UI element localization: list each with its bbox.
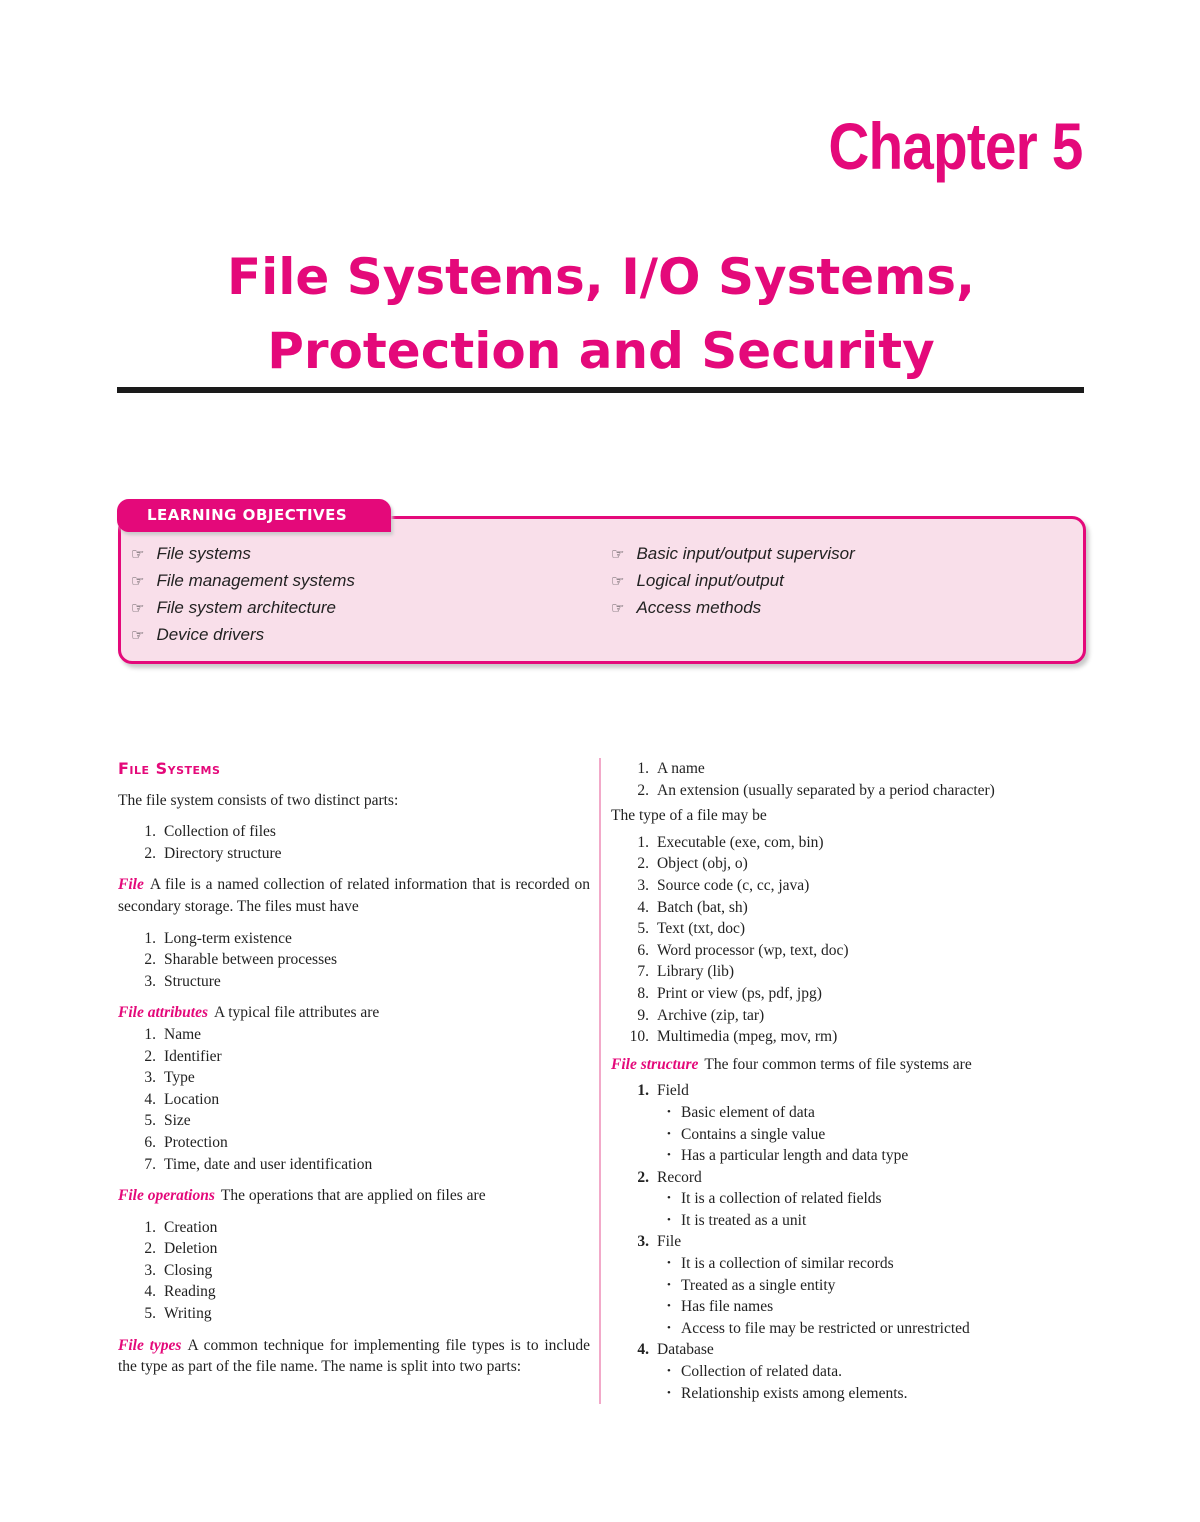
pointing-hand-icon: ☞	[611, 546, 625, 563]
section-heading: File Systems	[118, 759, 221, 778]
objective-item: ☞ File system architecture	[131, 598, 336, 617]
file-structure-list: 1. Field • Basic element of data • Contains a single value • Has a particular length and data type 2. Record • It is a collection of related fields • It is treated as a unit 3. File • It is a collection of similar records • Treated as a single entity • Has file names • Access to file may be restricted or unrestricted 4. Database • Collection of related data. • Relationship exists among elements.	[611, 1080, 1081, 1404]
paragraph: File operations The operations that are applied on files are	[118, 1187, 486, 1205]
paragraph: File attributes A typical file attributes are	[118, 1004, 380, 1022]
paragraph: The file system consists of two distinct parts:	[118, 791, 399, 809]
learning-objectives-label: LEARNING OBJECTIVES	[147, 506, 348, 524]
name-parts-list: 1. A name 2. An extension (usually separated by a period character)	[637, 760, 995, 799]
pointing-hand-icon: ☞	[611, 600, 625, 617]
chapter-title-line-2: Protection and Security	[267, 322, 935, 380]
objective-item: ☞ Device drivers	[131, 625, 265, 644]
operations-list: 1. Creation 2. Deletion 3. Closing 4. Reading 5. Writing	[144, 1218, 218, 1323]
attributes-list: 1. Name 2. Identifier 3. Type 4. Location 5. Size 6. Protection 7. Time, date and user identification	[144, 1025, 373, 1173]
paragraph: File A file is a named collection of related information that is recorded on secondary storage. The files must have	[118, 876, 590, 915]
objective-item: ☞ Basic input/output supervisor	[611, 544, 855, 563]
pointing-hand-icon: ☞	[131, 627, 145, 644]
chapter-number: Chapter 5	[827, 109, 1082, 183]
file-types-list: 1. Executable (exe, com, bin) 2. Object (obj, o) 3. Source code (c, cc, java) 4. Batch (bat, sh) 5. Text (txt, doc) 6. Word processor (wp, text, doc) 7. Library (lib) 8. Print or view (ps, pdf, jpg) 9. Archive (zip, tar) 10. Multimedia (mpeg, mov, rm)	[629, 833, 849, 1046]
pointing-hand-icon: ☞	[131, 600, 145, 617]
paragraph: File structure The four common terms of file systems are	[611, 1055, 972, 1073]
learning-objectives-tab	[117, 499, 391, 532]
file-properties-list: 1. Long-term existence 2. Sharable between processes 3. Structure	[144, 929, 338, 990]
objective-item: ☞ File systems	[131, 544, 251, 563]
right-column	[611, 758, 1081, 1404]
chapter-title-line-1: File Systems, I/O Systems,	[227, 248, 975, 306]
objective-item: ☞ File management systems	[131, 571, 355, 590]
title-rule	[117, 387, 1084, 393]
pointing-hand-icon: ☞	[611, 573, 625, 590]
objective-item: ☞ Logical input/output	[611, 571, 784, 590]
column-divider	[599, 758, 601, 1404]
paragraph: The type of a file may be	[611, 807, 767, 825]
paragraph: File types A common technique for implementing file types is to include the type as part of the file name. The name is split into two parts:	[118, 1336, 590, 1376]
objectives-right-list	[611, 543, 855, 624]
parts-list: 1. Collection of files 2. Directory structure	[144, 823, 282, 862]
left-column	[118, 758, 590, 1378]
objective-item: ☞ Access methods	[611, 598, 762, 617]
objectives-left-list	[131, 543, 355, 651]
pointing-hand-icon: ☞	[131, 546, 145, 563]
pointing-hand-icon: ☞	[131, 573, 145, 590]
chapter-title	[118, 240, 1084, 388]
